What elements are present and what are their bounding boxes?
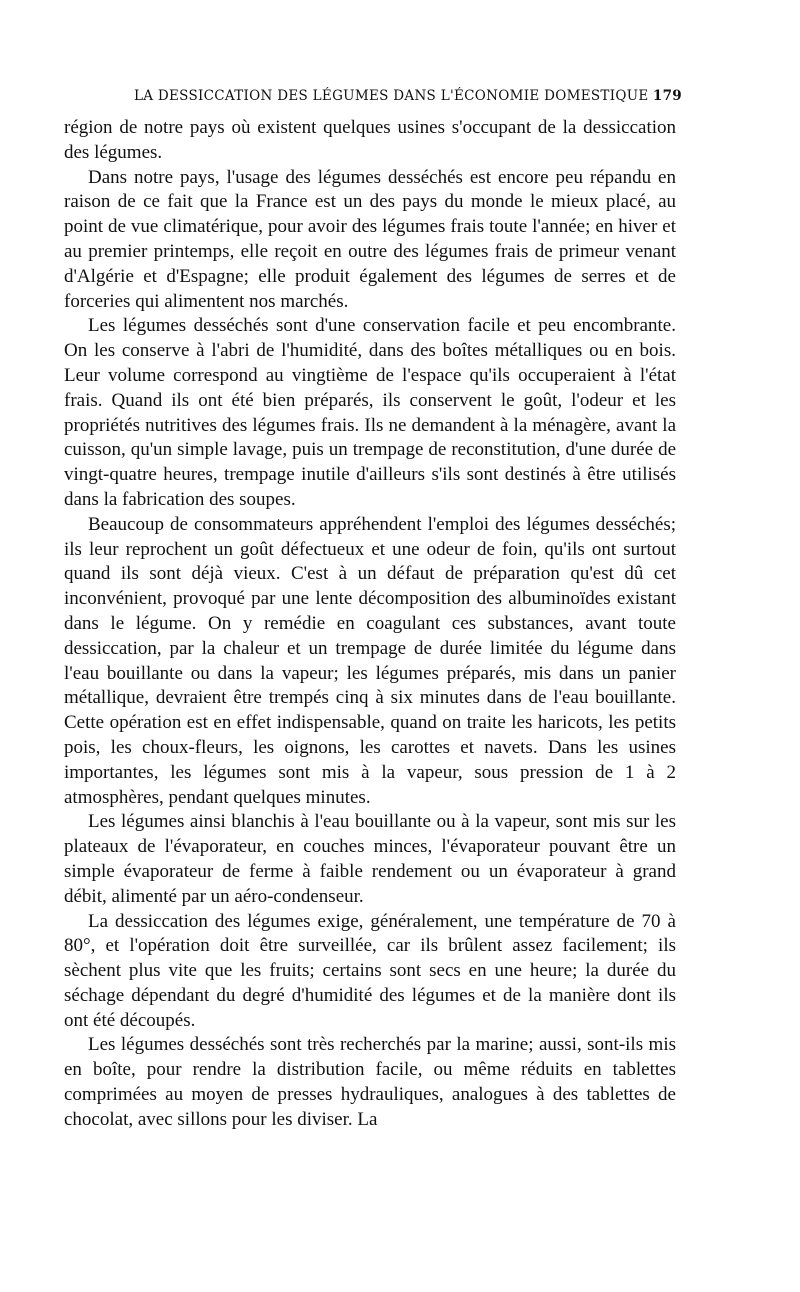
- paragraph-continuation: région de notre pays où existent quelques usines s'occupant de la dessiccation des légumes.: [64, 117, 676, 163]
- paragraph-conservation: Les légumes desséchés sont d'une conservation facile et peu encombrante. On les conserve à l'abri de l'humidité, dans des boîtes métalliques ou en bois. Leur volume correspond au vingtième de l'espace qu'ils occuperaient à l'état frais. Quand ils ont été bien préparés, ils conservent le goût, l'odeur et les propriétés nutritives des légumes frais. Ils ne demandent à la ménagère, avant la cuisson, qu'un simple lavage, puis un trempage de reconstitution, d'une durée de vingt-quatre heures, trempage inutile d'ailleurs s'ils sont destinés à être utilisés dans la fabrication des soupes.: [64, 315, 676, 510]
- paragraph-temperature: La dessiccation des légumes exige, généralement, une température de 70 à 80°, et l'opération doit être surveillée, car ils brûlent assez facilement; ils sèchent plus vite que les fruits; certains sont secs en une heure; la durée du séchage dépendant du degré d'humidité des légumes et de la manière dont ils ont été découpés.: [64, 910, 676, 1031]
- page-header: [64, 88, 682, 112]
- body-text: [64, 116, 676, 1133]
- paragraph-marine: Les légumes desséchés sont très recherchés par la marine; aussi, sont-ils mis en boîte, pour rendre la distribution facile, ou même réduits en tablettes comprimées au moyen de presses hydrauliques, analogues à des tablettes de chocolat, avec sillons pour les diviser. La: [64, 1034, 676, 1130]
- paragraph-evaporator: Les légumes ainsi blanchis à l'eau bouillante ou à la vapeur, sont mis sur les plateaux de l'évaporateur, en couches minces, l'évaporateur pouvant être un simple évaporateur de ferme à faible rendement ou un évaporateur à grand débit, alimenté par un aéro-condenseur.: [64, 811, 676, 907]
- paragraph-fresh-vegetables: Dans notre pays, l'usage des légumes desséchés est encore peu répandu en raison de ce fait que la France est un des pays du monde le mieux placé, au point de vue climatérique, pour avoir des légumes frais toute l'année; en hiver et au premier printemps, elle reçoit en outre des légumes frais de primeur venant d'Algérie et d'Espagne; elle produit également des légumes de serres et de forceries qui alimentent nos marchés.: [64, 166, 676, 312]
- paragraph-preparation: Beaucoup de consommateurs appréhendent l'emploi des légumes desséchés; ils leur reprochent un goût défectueux et une odeur de foin, qu'ils ont surtout quand ils sont déjà vieux. C'est à un défaut de préparation qu'est dû cet inconvénient, provoqué par une lente décomposition des albuminoïdes existant dans le légume. On y remédie en coagulant ces substances, avant toute dessiccation, par la chaleur et un trempage de durée limitée du légume dans l'eau bouillante ou dans la vapeur; les légumes préparés, mis dans un panier métallique, devraient être trempés cinq à six minutes dans de l'eau bouillante. Cette opération est en effet indispensable, quand on traite les haricots, les petits pois, les choux-fleurs, les oignons, les carottes et navets. Dans les usines importantes, les légumes sont mis à la vapeur, sous pression de 1 à 2 atmosphères, pendant quelques minutes.: [64, 513, 676, 808]
- page-number: 179: [652, 88, 682, 104]
- book-page: [64, 88, 682, 1133]
- running-title: LA DESSICCATION DES LÉGUMES DANS L'ÉCONOMIE DOMESTIQUE: [134, 88, 649, 104]
